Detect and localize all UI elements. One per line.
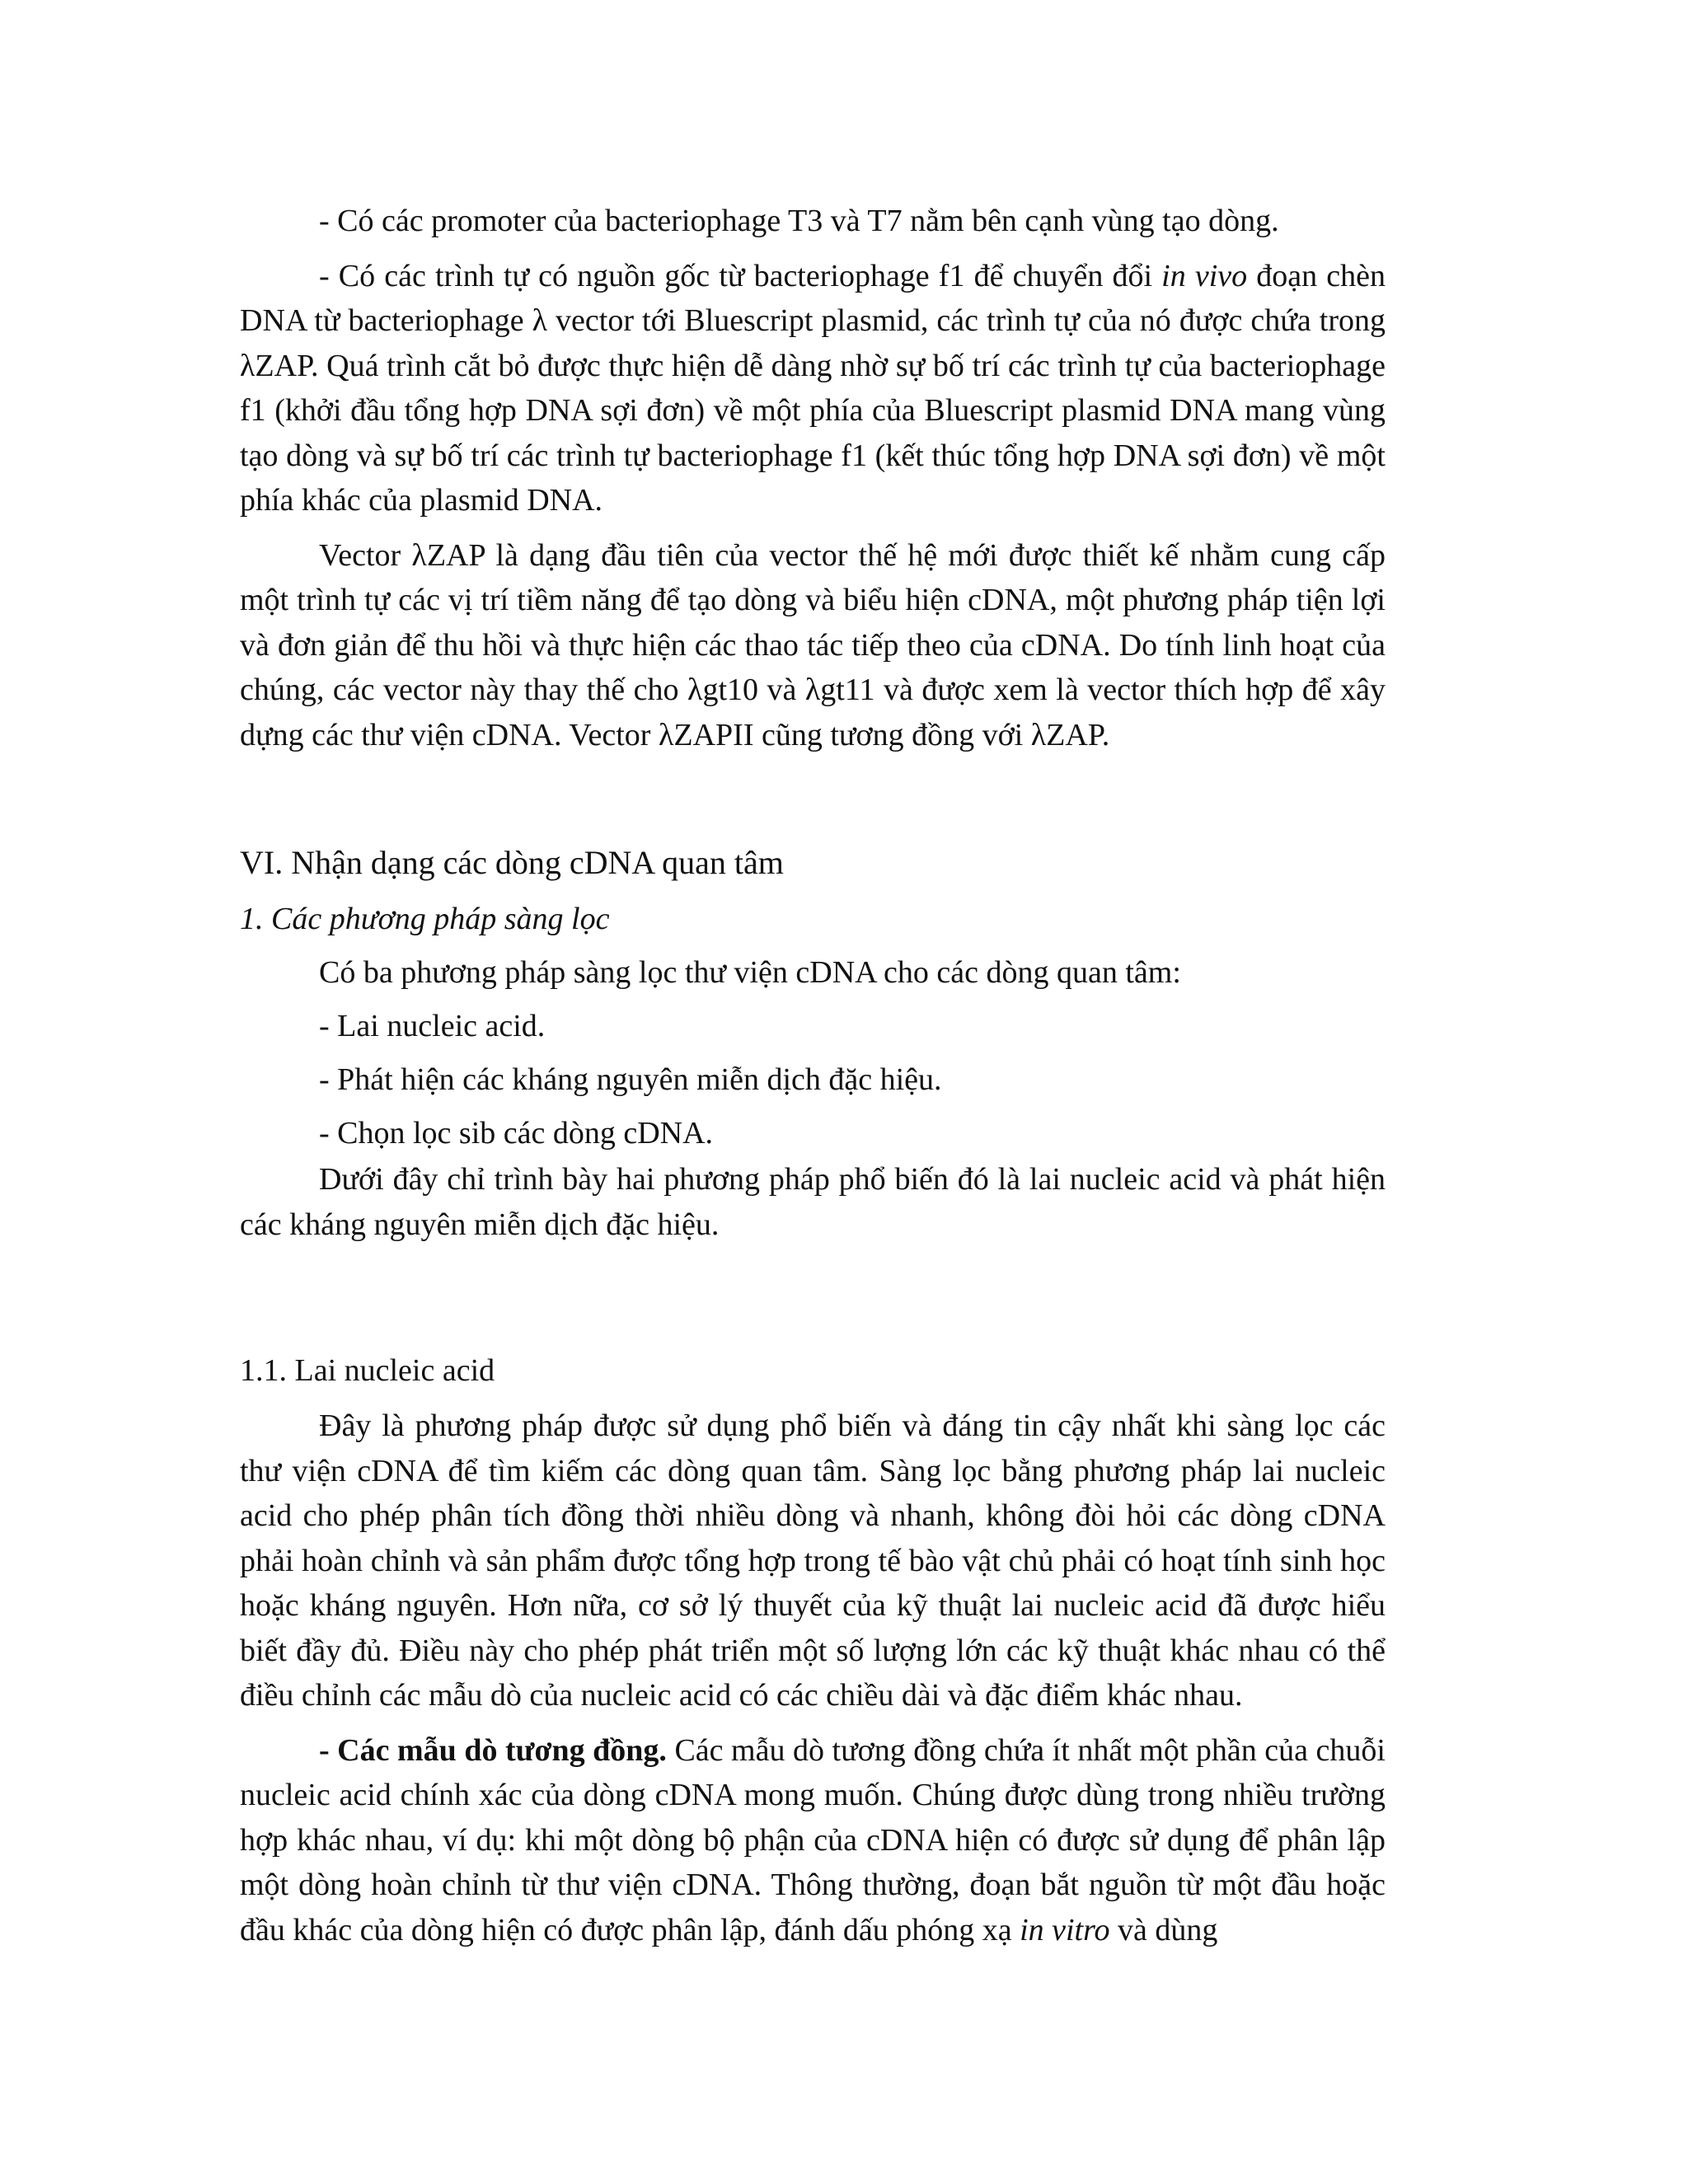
paragraph-homologous-probes xyxy=(240,1728,1386,1953)
paragraph-probes-bold: - Các mẫu dò tương đồng. xyxy=(319,1732,667,1768)
paragraph-probes-text-b: và dùng xyxy=(1109,1912,1218,1947)
list-item: - Chọn lọc sib các dòng cDNA. xyxy=(319,1116,714,1151)
methods-block xyxy=(240,946,1386,1160)
paragraph-hybridization: Đây là phương pháp được sử dụng phổ biến và đáng tin cậy nhất khi sàng lọc các thư viện cDNA để tìm kiếm các dòng quan tâm. Sàng lọc bằng phương pháp lai nucleic acid cho phép phân tích đồng thời nhiều dòng và nhanh, không đòi hỏi các dòng cDNA phải hoàn chỉnh và sản phẩm được tổng hợp trong tế bào vật chủ phải có hoạt tính sinh học hoặc kháng nguyên. Hơn nữa, cơ sở lý thuyết của kỹ thuật lai nucleic acid đã được hiểu biết đầy đủ. Điều này cho phép phát triển một số lượng lớn các kỹ thuật khác nhau có thể điều chỉnh các mẫu dò của nucleic acid có các chiều dài và đặc điểm khác nhau. xyxy=(240,1408,1386,1713)
paragraph-probes-italic: in vitro xyxy=(1020,1912,1110,1947)
text-block-hybridization xyxy=(240,1404,1386,1952)
methods-summary: Dưới đây chỉ trình bày hai phương pháp phổ biến đó là lai nucleic acid và phát hiện các kháng nguyên miễn dịch đặc hiệu. xyxy=(240,1162,1386,1242)
paragraph-promoter: - Có các promoter của bacteriophage T3 và T7 nằm bên cạnh vùng tạo dòng. xyxy=(319,204,1279,238)
paragraph-f1-sequences xyxy=(240,254,1386,523)
paragraph-lambda-zap: Vector λZAP là dạng đầu tiên của vector thế hệ mới được thiết kế nhằm cung cấp một trình tự các vị trí tiềm năng để tạo dòng và biểu hiện cDNA, một phương pháp tiện lợi và đơn giản để thu hồi và thực hiện các thao tác tiếp theo của cDNA. Do tính linh hoạt của chúng, các vector này thay thế cho λgt10 và λgt11 và được xem là vector thích hợp để xây dựng các thư viện cDNA. Vector λZAPII cũng tương đồng với λZAP. xyxy=(240,537,1386,752)
subsection-heading: 1. Các phương pháp sàng lọc xyxy=(240,902,610,936)
methods-summary-block xyxy=(240,1157,1386,1247)
paragraph-probes-text-a: Các mẫu dò tương đồng chứa ít nhất một phần của chuỗi nucleic acid chính xác của dòng cDNA mong muốn. Chúng được dùng trong nhiều trường hợp khác nhau, ví dụ: khi một dòng bộ phận của cDNA hiện có được sử dụng để phân lập một dòng hoàn chỉnh từ thư viện cDNA. Thông thường, đoạn bắt nguồn từ một đầu hoặc đầu khác của dòng hiện có được phân lập, đánh dấu phóng xạ xyxy=(240,1732,1386,1947)
list-item: - Phát hiện các kháng nguyên miễn dịch đặc hiệu. xyxy=(319,1062,942,1097)
paragraph-f1-text-a: - Có các trình tự có nguồn gốc từ bacteriophage f1 để chuyển đổi xyxy=(319,258,1162,293)
list-item: - Lai nucleic acid. xyxy=(319,1009,546,1043)
subsubsection-heading: 1.1. Lai nucleic acid xyxy=(240,1353,495,1388)
text-block-vector xyxy=(240,199,1386,757)
paragraph-f1-text-b: đoạn chèn DNA từ bacteriophage λ vector tới Bluescript plasmid, các trình tự của nó được chứa trong λZAP. Quá trình cắt bỏ được thực hiện dễ dàng nhờ sự bố trí các trình tự của bacteriophage f1 (khởi đầu tổng hợp DNA sợi đơn) về một phía của Bluescript plasmid DNA mang vùng tạo dòng và sự bố trí các trình tự bacteriophage f1 (kết thúc tổng hợp DNA sợi đơn) về một phía khác của plasmid DNA. xyxy=(240,258,1386,518)
paragraph-f1-italic: in vivo xyxy=(1161,258,1248,293)
section-heading: VI. Nhận dạng các dòng cDNA quan tâm xyxy=(240,844,784,881)
methods-intro: Có ba phương pháp sàng lọc thư viện cDNA cho các dòng quan tâm: xyxy=(319,955,1181,990)
